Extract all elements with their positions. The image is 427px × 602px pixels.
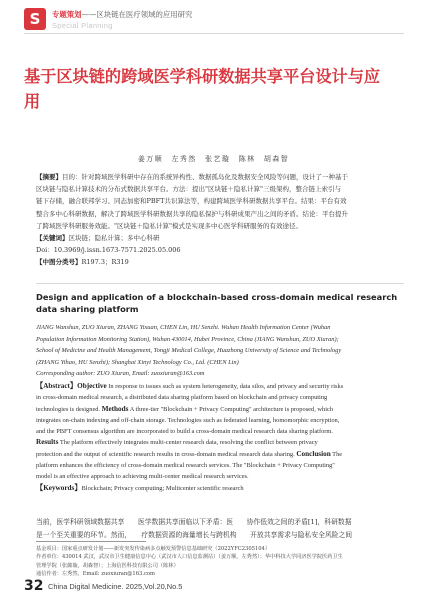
abstract-en-line	[36, 449, 408, 460]
abstract-en-line	[36, 404, 408, 415]
methods-label: Methods	[101, 404, 129, 413]
objective-label: Objective	[77, 382, 107, 390]
series-topic: 区块链在医疗领域的应用研究	[96, 10, 193, 19]
abstract-en	[36, 381, 408, 494]
journal-logo: S	[24, 8, 46, 30]
keywords-cn	[36, 232, 404, 244]
affiliation-line: (ZHANG Yihao, HU Senzhi); Shanghai Xinyi Technology Co., Ltd. (CHEN Lin)	[36, 358, 239, 366]
abstract-en-line: model is an effective approach to achieving multi-center medical research services.	[36, 473, 249, 481]
affiliation-en	[36, 322, 408, 380]
abstract-en-text: technologies is designed.	[36, 405, 101, 413]
footnote-correspondence: 通信作者：左秀然，Email: zuoxiuran@163.com	[36, 570, 155, 577]
keywords-en-text: Blockchain; Privacy computing; Multicenter scientific research	[81, 484, 244, 492]
corresponding-author: Corresponding author: ZUO Xiuran, Email: zuoxiuran@163.com	[36, 370, 205, 377]
abstract-cn-line: 了跨域医学科研服务效能。"区块链＋隐私计算"模式是实现多中心医学科研服务的有效途径。	[36, 221, 302, 230]
keywords-cn-label: 【关键词】	[36, 234, 69, 243]
abstract-en-line: integrates on-chain indexing and off-chain storage. Technologies such as federated learning, homomorphic encryption,	[36, 416, 340, 424]
abstract-cn-line: 链下存储，融合联邦学习、同态加密和PBFT共识算法等，构建跨域医学科研数据共享平台。结果：平台有效	[36, 197, 347, 206]
results-label: Results	[36, 438, 59, 447]
abstract-cn-text: 目的：针对跨域医学科研中存在的系统异构性、数据孤岛化及数据安全风险等问题，设计了一种基于	[62, 173, 348, 181]
abstract-cn-line: 区块链与隐私计算技术的分布式数据共享平台。方法：提出"区块链＋隐私计算"三级架构，整合链上索引与	[36, 185, 341, 194]
abstract-divider	[36, 283, 404, 284]
methods-text: A three-tier "Blockchain + Privacy Computing" architecture is proposed, which	[128, 405, 334, 413]
keywords-cn-text: 区块链；隐私计算；多中心科研	[68, 234, 160, 243]
abstract-en-line: in cross-domain medical research, a distributed data sharing platform based on blockchain and privacy computing	[36, 394, 328, 402]
results-text-cont: protection and the output of scientific research results in cross-domain medical research data sharing.	[36, 450, 295, 458]
classification	[36, 256, 404, 268]
conclusion-label: Conclusion	[296, 449, 331, 458]
series-subtitle: Special Planning	[52, 21, 113, 30]
objective-text: In response to issues such as system heterogeneity, data silos, and privacy and security risks	[106, 383, 344, 390]
abstract-en-line: and the PBFT consensus algorithm are incorporated to build a cross-domain medical research data sharing platform.	[36, 428, 333, 436]
classification-label: 【中图分类号】	[36, 258, 82, 267]
abstract-en-line	[36, 381, 408, 392]
abstract-en-line	[36, 437, 408, 448]
body-line: 当前，医学科研领域数据共享 医学数据共享面临以下矛盾：医 协作低效之间的矛盾[1]，科研数据	[36, 518, 352, 526]
body-text	[36, 516, 408, 541]
abstract-cn	[36, 171, 404, 269]
abstract-en-line: platform enhances the efficiency of cross-domain medical research services. The "Blockchain + Privacy Computing"	[36, 462, 335, 470]
classification-value: R197.3；R319	[81, 258, 129, 267]
results-text: The platform effectively integrates multi-center research data, resolving the conflict between privacy	[58, 439, 318, 447]
authors-cn: 姜万顺 左秀然 张艺璇 陈林 胡森智	[137, 155, 290, 163]
footnotes	[36, 545, 408, 578]
footnote-divider	[36, 541, 146, 542]
series-heading	[52, 9, 192, 20]
page-number: 32	[24, 578, 44, 594]
conclusion-text: The	[330, 450, 343, 458]
keywords-en	[36, 483, 408, 494]
footnote-affiliation: 作者单位：430014 武汉，武汉市卫生健康信息中心（武汉市人口信息监测站）（姜万顺，左秀然）；华中科技大学同济医学院医药卫生	[36, 554, 343, 561]
footnote-funding: 基金项目：国家重点研发计划——新发突发传染病多点触发预警信息基础研究（2022YFC2305104）	[36, 546, 271, 552]
doi: Doi：10.3969/j.issn.1673-7571.2025.05.006	[36, 246, 181, 255]
journal-citation: China Digital Medicine. 2025,Vol.20,No.5	[48, 582, 183, 591]
abstract-en-label: 【Abstract】	[36, 382, 78, 390]
article-title-cn: 基于区块链的跨域医学科研数据共享平台设计与应用	[24, 67, 381, 111]
footnote-affiliation: 管理学院（张懿璇，胡森智）；上海信医科技有限公司（陈林）	[36, 562, 179, 569]
body-line: 是一个至关重要的环节。然而， 疗数据资源的海量增长与跨机构 开放共享需求与隐私安全风险之间	[36, 530, 353, 539]
article-title-en: Design and application of a blockchain-based cross-domain medical research data sharing platform	[36, 292, 398, 314]
series-separator: ——	[81, 10, 97, 19]
series-label: 专题策划	[52, 10, 82, 19]
affiliation-line: Population Information Monitoring Station), Wuhan 430014, Hubei Province, China (JIANG Wanshun, ZUO Xiuran);	[36, 335, 339, 343]
affiliation-line: School of Medicine and Health Management, Tongji Medical College, Huazhong University of Science and Technology	[36, 347, 342, 354]
header-divider	[24, 33, 404, 34]
abstract-cn-label: 【摘要】	[36, 173, 62, 181]
abstract-cn-line: 整合多中心科研数据，解决了跨域医学科研数据共享的隐私保护与科研成果产出之间的矛盾。结论：平台提升	[36, 209, 348, 218]
affiliation-line: JIANG Wanshun, ZUO Xiuran, ZHANG Yixuan, CHEN Lin, HU Senzhi. Wuhan Health Information Center (Wuhan	[36, 324, 331, 331]
abstract-cn-line	[36, 171, 404, 183]
keywords-en-label: 【Keywords】	[36, 483, 82, 492]
